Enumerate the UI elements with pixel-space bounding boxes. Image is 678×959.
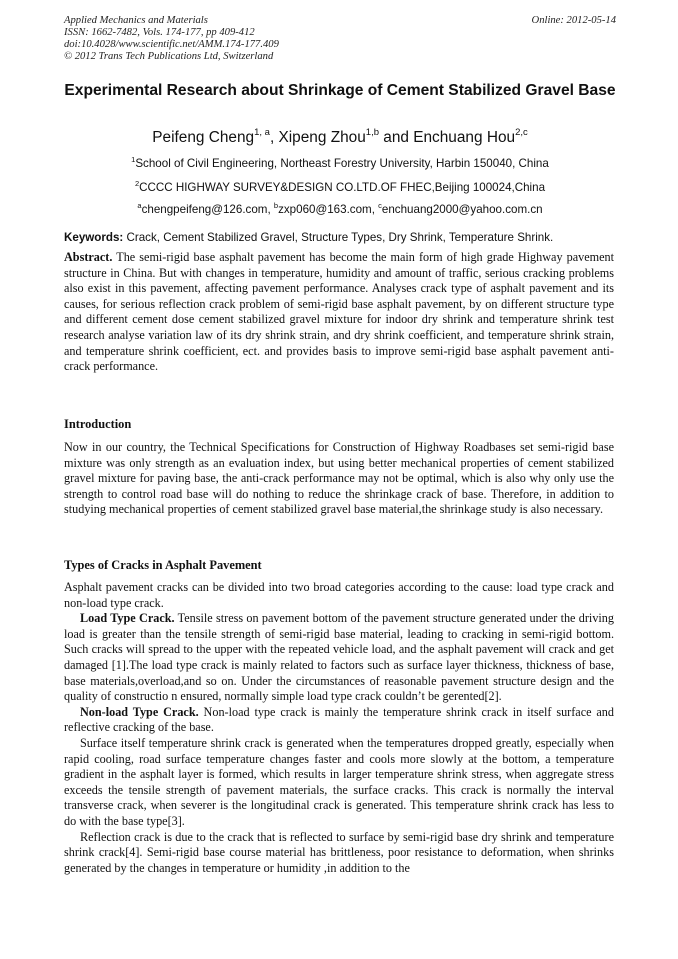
email-c: enchuang2000@yahoo.com.cn (381, 203, 543, 216)
email-a: chengpeifeng@126.com, (141, 203, 274, 216)
author-list (64, 128, 616, 148)
issn: ISSN: 1662-7482, Vols. 174-177, pp 409-412 (64, 27, 255, 38)
author-1-sup: 1, a (254, 127, 270, 138)
introduction-body (64, 440, 614, 518)
author-3-sup: 2,c (515, 127, 528, 138)
load-type-text: Tensile stress on pavement bottom of the pavement structure generated under the driving load is greater than the tensile strength of semi-rigid base material, leading to cracking in semi-rigid bottom. Such cracks will spread to the upper with the repeated vehicle load, and the asphalt pavement will crack and get damaged [1].The load type crack is mainly related to factors such as surface layer thickness, thickness of base, base materials,overload,and so on. Under the circumstances of reasonable pavement structure design and the quality of constructio n ensured, normally simple load type crack couldn’t be gerented[2]. (64, 611, 614, 704)
affiliation-2 (64, 180, 616, 195)
introduction-paragraph: Now in our country, the Technical Specifications for Construction of Highway Roadbases set semi-rigid base mixture was only strength as an evaluation index, but using better mechanical properties of cement stabilized gravel mixture for paving base, the anti-crack performance may not be optimal, which is also why only use the strength to control road base will do nothing to reduce the shrinkage crack of base. Therefore, in addition to studying mechanical properties of cement stabilized gravel base material,the shrinkage study is also necessary. (64, 440, 614, 517)
author-2: , Xipeng Zhou (269, 129, 366, 146)
keywords (64, 230, 616, 245)
load-type-label: Load Type Crack. (80, 611, 175, 626)
keywords-label: Keywords: (64, 231, 124, 244)
crack-types-paragraph-1: Asphalt pavement cracks can be divided into two broad categories according to the cause: load type crack and non-load type crack. (64, 580, 614, 610)
author-2-sup: 1,b (365, 127, 379, 138)
crack-types-paragraph-4: Surface itself temperature shrink crack is generated when the temperatures dropped greatly, especially when rapid cooling, road surface temperature changes faster and cools more slowly at the bottom, a temperature gradient in the asphalt layer is formed, which results in larger temperature shrink stress, when aggregate stress exceeds the tensile strength of pavement materials, the surface cracks. This crack is normally the interval transverse crack, when severer is the longitudinal crack is generated. This temperature shrink crack has less to do with the base type[3]. (64, 735, 614, 828)
author-1: Peifeng Cheng (152, 129, 255, 146)
email-a-sup: a (137, 201, 142, 210)
crack-types-body (64, 580, 614, 876)
online-date: Online: 2012-05-14 (531, 15, 616, 26)
affiliation-2-sup: 2 (134, 179, 140, 188)
introduction-heading: Introduction (64, 417, 132, 431)
abstract-label: Abstract. (64, 250, 113, 264)
affiliation-1-text: School of Civil Engineering, Northeast Forestry University, Harbin 150040, China (135, 157, 549, 170)
affiliation-1 (64, 156, 616, 171)
non-load-type-label: Non-load Type Crack. (80, 704, 199, 719)
crack-types-paragraph-2 (64, 611, 614, 705)
email-c-sup: c (378, 201, 382, 210)
copyright: © 2012 Trans Tech Publications Ltd, Switzerland (64, 51, 274, 62)
doi: doi:10.4028/www.scientific.net/AMM.174-177.409 (64, 39, 279, 50)
affiliation-1-sup: 1 (131, 155, 136, 164)
abstract (64, 250, 614, 375)
keywords-text: Crack, Cement Stabilized Gravel, Structure Types, Dry Shrink, Temperature Shrink. (123, 231, 554, 244)
journal-header (64, 15, 616, 63)
abstract-text: The semi-rigid base asphalt pavement has become the main form of high grade Highway pavement structure in China. But with changes in temperature, humidity and amount of traffic, serious cracking problems also exist in this pavement, affecting pavement performance. Analyses crack type of asphalt pavement and its causes, for serious reflection crack problem of semi-rigid base asphalt pavement, by on different structure type and different cement dose cement stabilized gravel mixture for indoor dry shrink and temperature shrink test research analyse variation law of its dry shrink strain, and dry shrink coefficient, and temperature shrink strain, and temperature shrink coefficient, ect. and provides basis to improve semi-rigid base asphalt pavement anti-crack performance. (64, 250, 614, 374)
email-b: zxp060@163.com, (278, 203, 379, 216)
paper-title: Experimental Research about Shrinkage of Cement Stabilized Gravel Base (64, 82, 616, 99)
affiliation-2-text: CCCC HIGHWAY SURVEY&DESIGN CO.LTD.OF FHEC,Beijing 100024,China (139, 181, 546, 194)
email-b-sup: b (273, 201, 279, 210)
author-3: and Enchuang Hou (379, 129, 516, 146)
journal-name: Applied Mechanics and Materials (64, 15, 208, 26)
crack-types-paragraph-3 (64, 705, 614, 736)
crack-types-heading: Types of Cracks in Asphalt Pavement (64, 558, 262, 572)
non-load-type-text: Non-load type crack is mainly the temperature shrink crack in itself surface and reflective cracking of the base. (64, 704, 614, 735)
author-emails (64, 202, 616, 217)
crack-types-paragraph-5: Reflection crack is due to the crack that is reflected to surface by semi-rigid base dry shrink and temperature shrink crack[4]. Semi-rigid base course material has brittleness, poor resistance to deformation, when shrinks generated by the changes in temperature or humidity ,in addition to the (64, 829, 614, 875)
